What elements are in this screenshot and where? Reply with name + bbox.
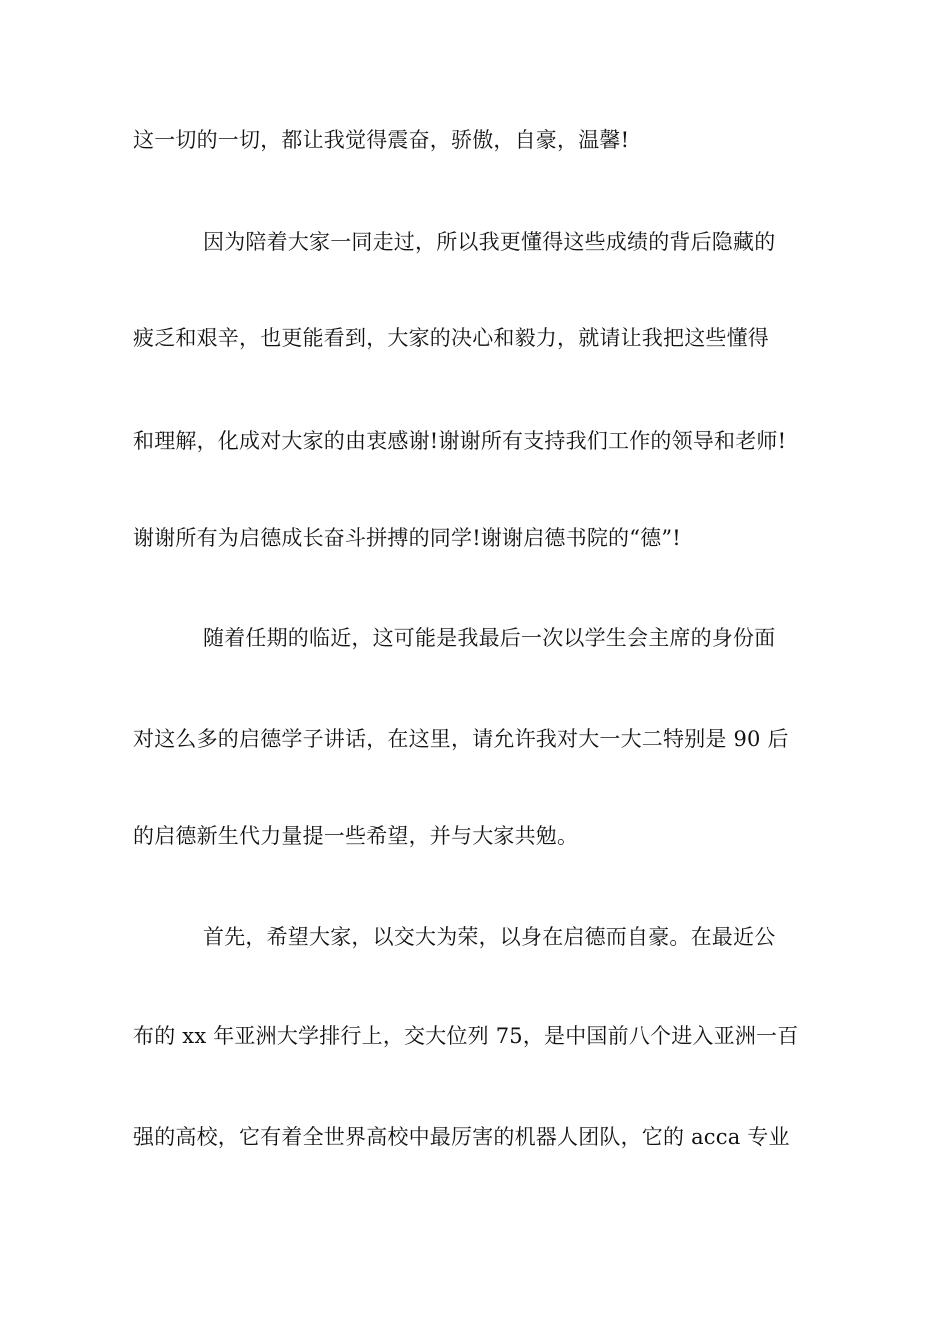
text-line: 疲乏和艰辛，也更能看到，大家的决心和毅力，就请让我把这些懂得 [133, 326, 769, 350]
paragraph-start-line: 随着任期的临近，这可能是我最后一次以学生会主席的身份面 [203, 626, 776, 650]
text-line: 对这么多的启德学子讲话，在这里，请允许我对大一大二特别是 90 后 [133, 727, 789, 751]
paragraph-start-line: 首先，希望大家，以交大为荣，以身在启德而自豪。在最近公 [203, 925, 776, 949]
text-line: 这一切的一切，都让我觉得震奋，骄傲，自豪，温馨! [133, 128, 630, 152]
text-line: 强的高校，它有着全世界高校中最厉害的机器人团队，它的 acca 专业 [133, 1125, 790, 1149]
text-line: 的启德新生代力量提一些希望，并与大家共勉。 [133, 824, 579, 848]
text-line: 布的 xx 年亚洲大学排行上，交大位列 75，是中国前八个进入亚洲一百 [133, 1024, 799, 1048]
paragraph-start-line: 因为陪着大家一同走过，所以我更懂得这些成绩的背后隐藏的 [203, 230, 776, 254]
text-line: 谢谢所有为启德成长奋斗拼搏的同学!谢谢启德书院的“德”! [133, 526, 681, 550]
text-line: 和理解，化成对大家的由衷感谢!谢谢所有支持我们工作的领导和老师! [133, 429, 787, 453]
